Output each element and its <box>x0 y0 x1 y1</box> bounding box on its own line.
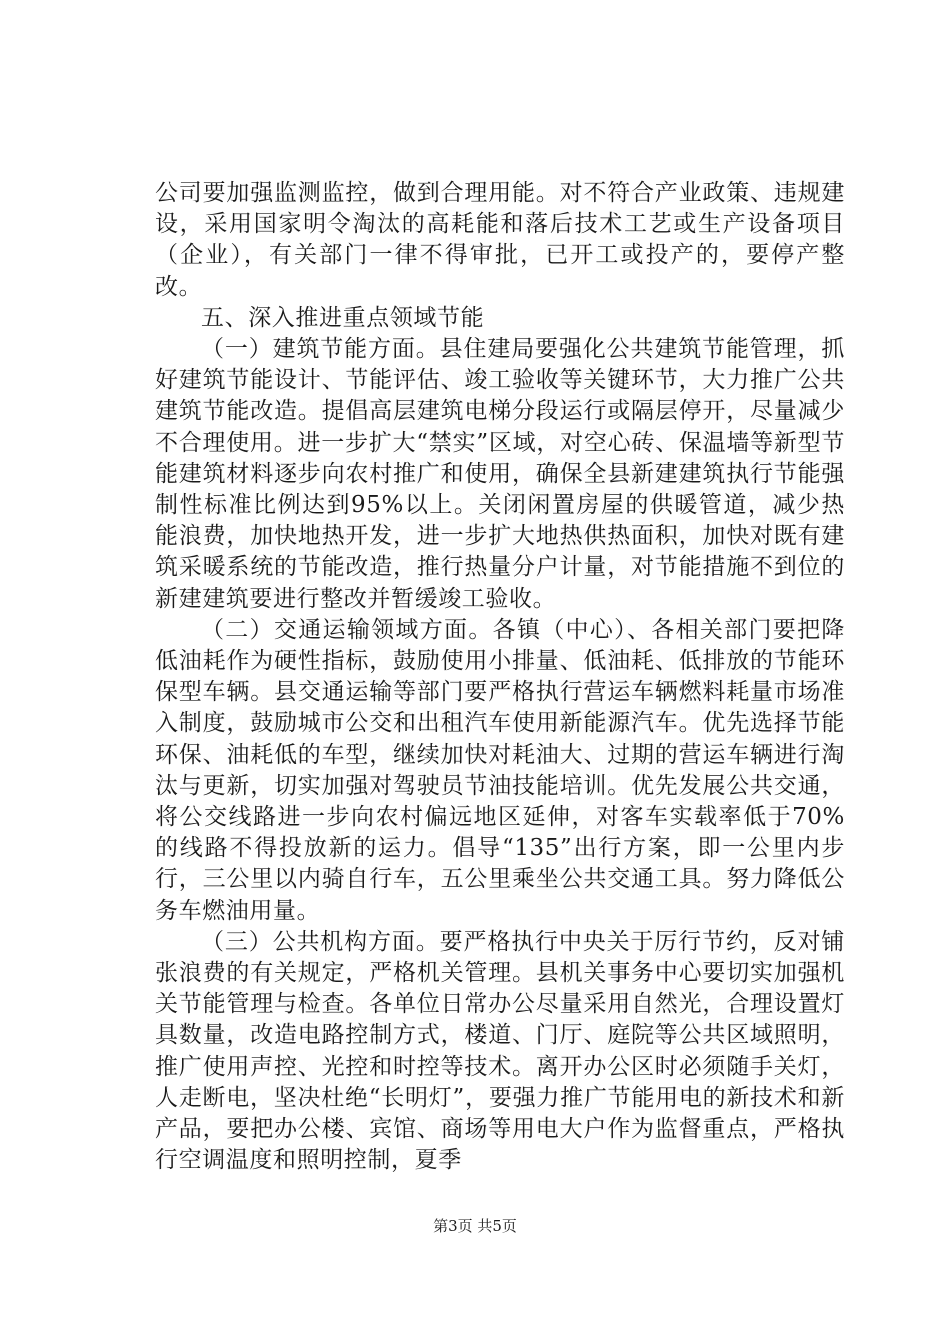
document-body <box>155 178 845 1177</box>
paragraph-public-institutions: （三）公共机构方面。要严格执行中央关于厉行节约，反对铺张浪费的有关规定，严格机关管理。县机关事务中心要切实加强机关节能管理与检查。各单位日常办公尽量采用自然光，合理设置灯具数量，改造电路控制方式，楼道、门厅、庭院等公共区域照明，推广使用声控、光控和时控等技术。离开办公区时必须随手关灯，人走断电，坚决杜绝“长明灯”，要强力推广节能用电的新技术和新产品，要把办公楼、宾馆、商场等用电大户作为监督重点，严格执行空调温度和照明控制，夏季 <box>155 928 845 1174</box>
paragraph-intro: 公司要加强监测监控，做到合理用能。对不符合产业政策、违规建设，采用国家明令淘汰的高耗能和落后技术工艺或生产设备项目（企业），有关部门一律不得审批，已开工或投产的，要停产整改。 <box>155 180 845 300</box>
paragraph-building-energy: （一）建筑节能方面。县住建局要强化公共建筑节能管理，抓好建筑节能设计、节能评估、竣工验收等关键环节，大力推广公共建筑节能改造。提倡高层建筑电梯分段运行或隔层停开，尽量减少不合理使用。进一步扩大“禁实”区域，对空心砖、保温墙等新型节能建筑材料逐步向农村推广和使用，确保全县新建建筑执行节能强制性标准比例达到95%以上。关闭闲置房屋的供暖管道，减少热能浪费，加快地热开发，进一步扩大地热供热面积，加快对既有建筑采暖系统的节能改造，推行热量分户计量，对节能措施不到位的新建建筑要进行整改并暂缓竣工验收。 <box>155 336 845 612</box>
page-number-footer: 第3页 共5页 <box>433 1217 517 1235</box>
section-heading: 五、深入推进重点领域节能 <box>201 304 485 331</box>
paragraph-transport-energy: （二）交通运输领域方面。各镇（中心）、各相关部门要把降低油耗作为硬性指标，鼓励使用小排量、低油耗、低排放的节能环保型车辆。县交通运输等部门要严格执行营运车辆燃料耗量市场准入制度，鼓励城市公交和出租汽车使用新能源汽车。优先选择节能环保、油耗低的车型，继续加快对耗油大、过期的营运车辆进行淘汰与更新，切实加强对驾驶员节油技能培训。优先发展公共交通，将公交线路进一步向农村偏远地区延伸，对客车实载率低于70%的线路不得投放新的运力。倡导“135”出行方案，即一公里内步行，三公里以内骑自行车，五公里乘坐公共交通工具。努力降低公务车燃油用量。 <box>155 616 845 924</box>
